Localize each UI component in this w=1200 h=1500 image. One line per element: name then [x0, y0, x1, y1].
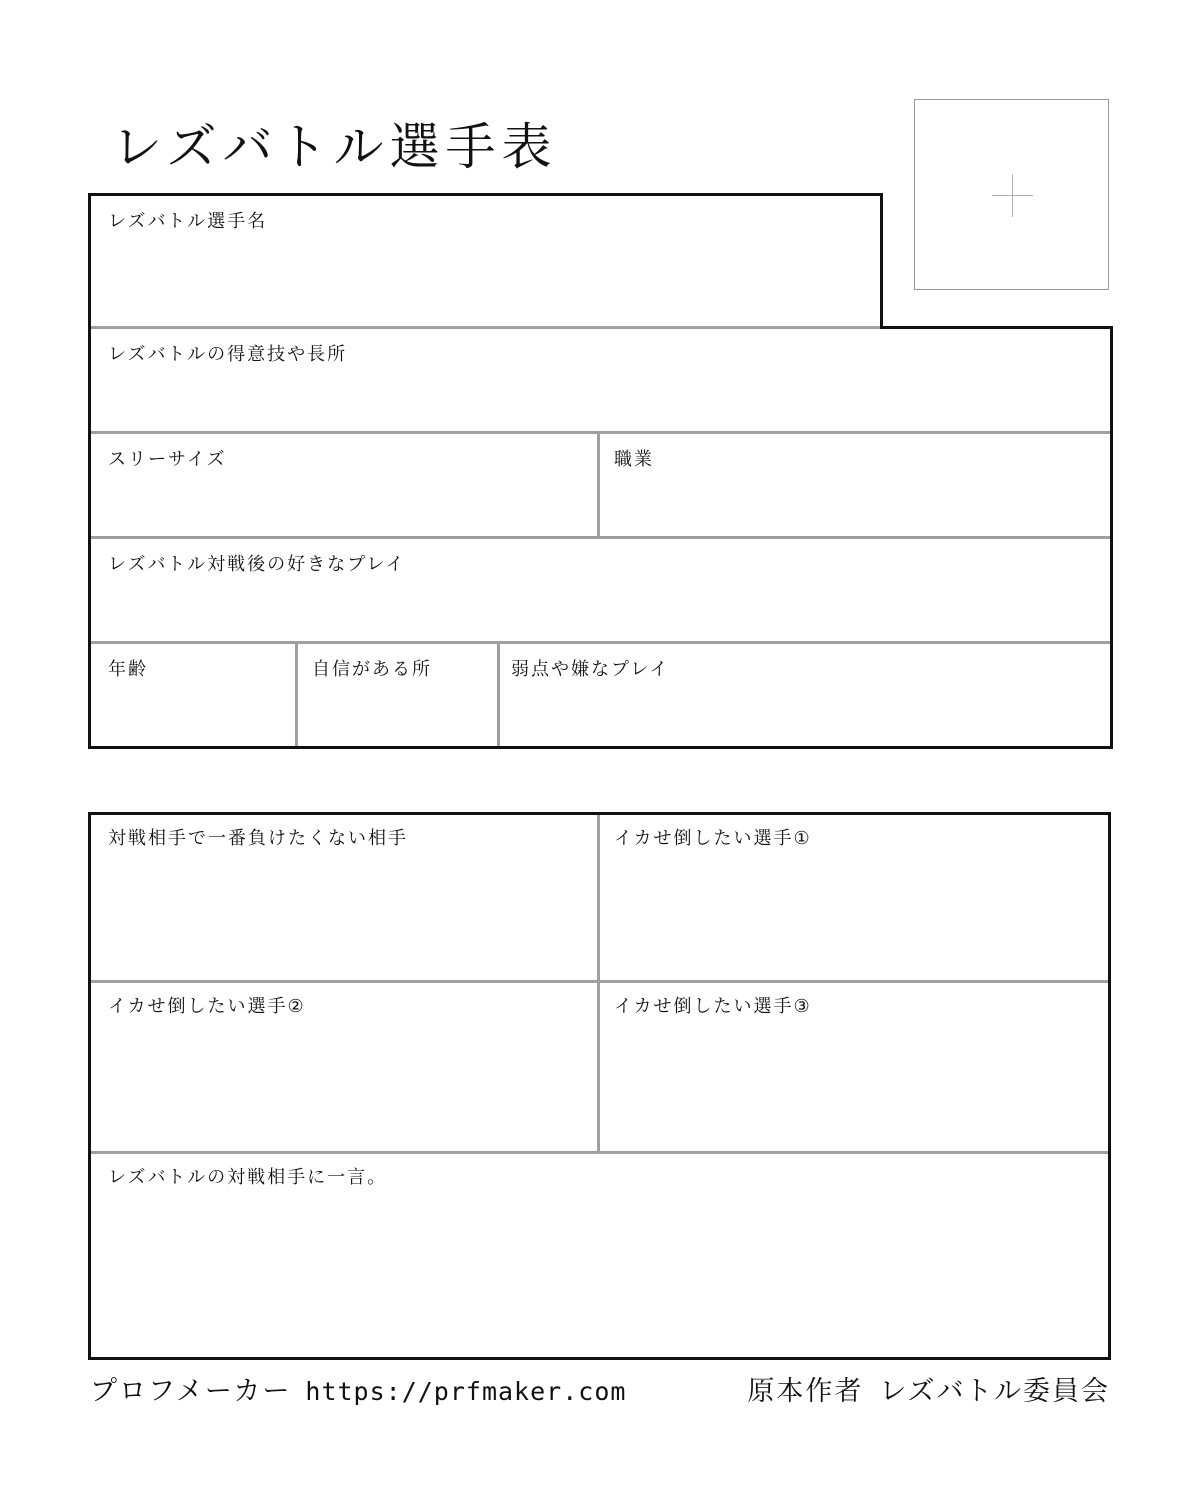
border-bottom — [88, 1357, 1111, 1360]
rival-label: 対戦相手で一番負けたくない相手 — [108, 828, 408, 849]
message-label: レズバトルの対戦相手に一言。 — [108, 1167, 388, 1188]
target2-label: イカせ倒したい選手② — [108, 996, 306, 1017]
plus-icon-vertical — [1012, 174, 1013, 217]
occupation-field[interactable] — [600, 434, 1110, 536]
player-name-field[interactable] — [91, 196, 880, 326]
age-field[interactable] — [91, 644, 295, 746]
photo-upload-box[interactable] — [914, 99, 1109, 290]
target3-label: イカせ倒したい選手③ — [614, 996, 812, 1017]
footer-maker — [90, 1372, 626, 1412]
player-name-label: レズバトル選手名 — [108, 211, 268, 232]
border-right — [1108, 812, 1111, 1360]
rival-field[interactable] — [91, 815, 597, 980]
weakness-field[interactable] — [500, 644, 1110, 746]
occupation-label: 職業 — [614, 449, 654, 470]
favorite-play-label: レズバトル対戦後の好きなプレイ — [108, 554, 406, 575]
target2-field[interactable] — [91, 983, 597, 1151]
author-label: 原本作者 — [747, 1376, 864, 1407]
border-right — [1110, 326, 1113, 749]
confident-part-field[interactable] — [298, 644, 497, 746]
special-move-label: レズバトルの得意技や長所 — [108, 344, 348, 365]
maker-name: プロフメーカー — [90, 1376, 292, 1407]
special-move-field[interactable] — [91, 329, 1110, 431]
target3-field[interactable] — [600, 983, 1108, 1151]
weakness-label: 弱点や嫌なプレイ — [511, 659, 670, 680]
page-title: レズバトル選手表 — [112, 118, 558, 176]
three-sizes-label: スリーサイズ — [108, 449, 227, 470]
age-label: 年齢 — [108, 659, 148, 680]
target1-label: イカせ倒したい選手① — [614, 828, 812, 849]
author-name: レズバトル委員会 — [879, 1376, 1110, 1407]
border-bottom — [88, 746, 1113, 749]
three-sizes-field[interactable] — [91, 434, 597, 536]
message-field[interactable] — [91, 1154, 1108, 1357]
border-right-name — [880, 193, 883, 329]
footer-author — [747, 1372, 1110, 1412]
favorite-play-field[interactable] — [91, 539, 1110, 641]
maker-url-link[interactable]: https://prfmaker.com — [305, 1377, 627, 1406]
confident-part-label: 自信がある所 — [312, 659, 432, 680]
target1-field[interactable] — [600, 815, 1108, 980]
